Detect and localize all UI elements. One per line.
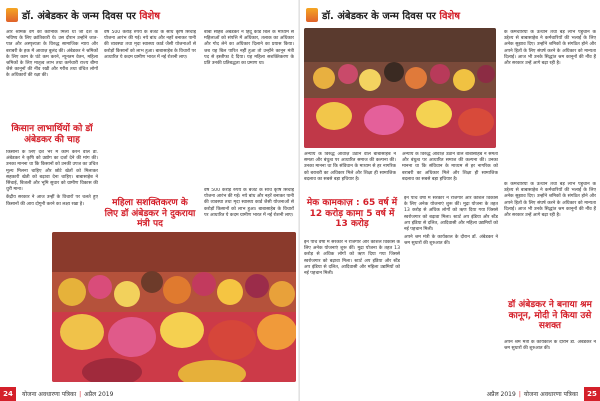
right-col2-top: अन्याय के विरुद्ध आवाज़ उठाने वाले बाबासाहेब ने समता और बंधुत्व पर आधारित समाज की कल्पना की। उनका मानना था कि संविधान के माध्यम से हर नागरिक को बराबरी का अधिकार मिले और शिक्षा ही सामाजिक बदलाव का सबसे बड़ा हथियार है। xyxy=(402,152,498,182)
left-col1-body: किसानों के लिए देश भर में काम करने वाले डॉ. अंबेडकर ने कृषि को उद्योग का दर्जा देने की मांग की। उनका मानना था कि किसानों को उनकी उपज का उचित मूल्य मिलना चाहिए और छोटे खेतों को मिलाकर सहकारी खेती को बढ़ावा देना चाहिए। बाबासाहेब ने सिंचाई, बिजली और भूमि सुधार को ग्रामीण विकास की धुरी माना। केंद्रीय सरकार ने आज उन्हीं के विचारों पर चलते हुए किसानों की आय दोगुनी करने का लक्ष्य रखा है। xyxy=(6,150,98,207)
labour-law-headline: डॉ अंबेडकर ने बनाया श्रम कानून, मोदी ने किया उसे सशक्त xyxy=(508,300,592,331)
left-col3-top: बाबा साहेब अंबेडकर ने हिंदू कोड बिल के माध्यम से महिलाओं को संपत्ति में अधिकार, तलाक का अधिकार और गोद लेने का अधिकार दिलाने का प्रयास किया। जब यह बिल पारित नहीं हुआ तो उन्होंने कानून मंत्री पद से इस्तीफा दे दिया। यह महिला सशक्तिकरण के प्रति उनकी प्रतिबद्धता का प्रमाण था। xyxy=(204,30,294,67)
page-number: 25 xyxy=(584,387,600,401)
women-headline: महिला सशक्तिकरण के लिए डॉ अंबेडकर ने दुकराया मंत्री पद xyxy=(104,198,196,229)
right-page-header xyxy=(306,6,460,24)
left-footer xyxy=(0,387,300,401)
right-col3-mid: के कर्मचारियों के उत्थान तथा बड़े लाभ पहुंचाने के उद्देश्य से बाबासाहेब ने कर्मचारियों की भलाई के लिए अनेक सुझाव दिए। उन्होंने श्रमिकों के संगठित होने और अपने हितों के लिए संघर्ष करने के अधिकार को मान्यता दिलाई। आज भी उनके सिद्धांत श्रम कानूनों की नींव हैं और सरकार उन्हें आगे बढ़ा रही है। xyxy=(504,182,596,219)
ashoka-emblem-icon xyxy=(306,8,318,22)
page-number: 24 xyxy=(0,387,16,401)
crowd-photo-right xyxy=(304,28,496,148)
left-col1-intro: और श्रमिक वर्ग को कानिकि मिला था जो देश के भविष्य के लिए क्रांतिकारी थे। उस दौरान उन्होंने जात-पात और अस्पृश्यता के विरुद्ध सामाजिक न्याय और बराबरी के हक में आवाज़ बुलंद की। अंबेडकर ने श्रमिकों के लिए काम के घंटे कम करने, न्यूनतम वेतन, महिला श्रमिकों के लिए मातृत्व लाभ तथा कर्मचारी राज्य बीमा जैसे कानूनों की नींव रखी और गरीब तथा वंचित लोगों के अधिकारों की रक्षा की। xyxy=(6,30,98,79)
footer-text: योजना अवधारणा पत्रिका | अप्रैल 2019 xyxy=(22,391,114,398)
ashoka-emblem-icon xyxy=(6,8,18,22)
left-col3-body: वर्ष 500 करोड़ रुपये के बजट के साथ कृषि सिंचाई योजना आरंभ की गई। नये बांध और नहरें बनाकर पानी की व्यवस्था तथा मृदा स्वास्थ्य कार्ड जैसी योजनाओं से करोड़ों किसानों को लाभ हुआ। बाबासाहेब के विचारों पर आधारित ये कदम ग्रामीण भारत में नई रोशनी लाए। xyxy=(204,188,294,218)
section-title: डॉ. अंबेडकर के जन्म दिवस पर विशेष xyxy=(22,11,161,22)
right-footer xyxy=(300,387,600,401)
left-col2-top: वर्ष 500 करोड़ रुपये के बजट के साथ कृषि सिंचाई योजना आरंभ की गई। नये बांध और नहरें बनाकर पानी की व्यवस्था तथा मृदा स्वास्थ्य कार्ड जैसी योजनाओं से करोड़ों किसानों को लाभ हुआ। बाबासाहेब के विचारों पर आधारित ये कदम ग्रामीण भारत में नई रोशनी लाए। xyxy=(104,30,196,60)
farmer-headline: किसान लाभार्थियों को डॉ अंबेडकर की चाह xyxy=(11,124,93,145)
right-col3-top: के कर्मचारियों के उत्थान तथा बड़े लाभ पहुंचाने के उद्देश्य से बाबासाहेब ने कर्मचारियों की भलाई के लिए अनेक सुझाव दिए। उन्होंने श्रमिकों के संगठित होने और अपने हितों के लिए संघर्ष करने के अधिकार को मान्यता दिलाई। आज भी उनके सिद्धांत श्रम कानूनों की नींव हैं और सरकार उन्हें आगे बढ़ा रही है। xyxy=(504,30,596,67)
employment-headline: मेक कामकाज़ : 65 वर्ष में 12 करोड़ कामा 5 वर्ष में 13 करोड़ xyxy=(306,198,398,229)
right-col1-body: इन पांच वर्षों में सरकार ने रोजगार और कौशल विकास के लिए अनेक योजनाएं शुरू कीं। मुद्रा योजना के तहत 13 करोड़ से अधिक लोगों को ऋण दिया गया जिससे स्वरोजगार को बढ़ावा मिला। स्टार्ट अप इंडिया और स्टैंड अप इंडिया से दलित, आदिवासी और महिला उद्यमियों को नई पहचान मिली। xyxy=(304,240,400,277)
section-title: डॉ. अंबेडकर के जन्म दिवस पर विशेष xyxy=(322,11,461,22)
right-page xyxy=(300,0,600,401)
footer-text: अप्रैल 2019 | योजना अवधारणा पत्रिका xyxy=(486,391,578,398)
right-col1-top: अन्याय के विरुद्ध आवाज़ उठाने वाले बाबासाहेब ने समता और बंधुत्व पर आधारित समाज की कल्पना की। उनका मानना था कि संविधान के माध्यम से हर नागरिक को बराबरी का अधिकार मिले और शिक्षा ही सामाजिक बदलाव का सबसे बड़ा हथियार है। xyxy=(304,152,396,182)
right-col2-body: इन पांच वर्षों में सरकार ने रोजगार और कौशल विकास के लिए अनेक योजनाएं शुरू कीं। मुद्रा योजना के तहत 13 करोड़ से अधिक लोगों को ऋण दिया गया जिससे स्वरोजगार को बढ़ावा मिला। स्टार्ट अप इंडिया और स्टैंड अप इंडिया से दलित, आदिवासी और महिला उद्यमियों को नई पहचान मिली। अपने श्रम मंत्री के कार्यकाल के दौरान डॉ. अंबेडकर ने श्रम सुधारों की शुरुआत की। xyxy=(404,196,498,247)
right-col3-end: अपने श्रम मंत्री के कार्यकाल के दौरान डॉ. अंबेडकर ने श्रम सुधारों की शुरुआत की। xyxy=(504,340,596,352)
left-page-header xyxy=(6,6,160,24)
crowd-photo-left xyxy=(52,232,296,382)
